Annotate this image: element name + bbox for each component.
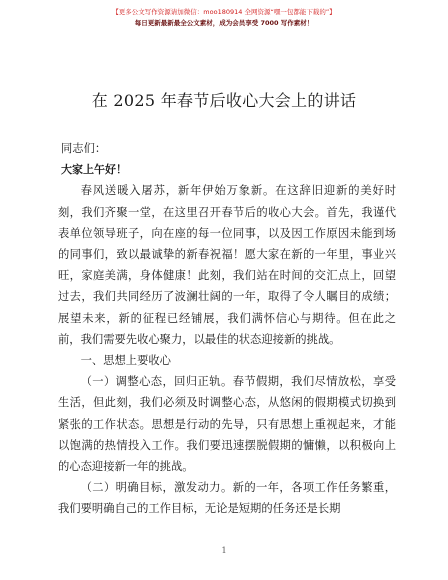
paragraph-clarify-goals: （二）明确目标，激发动力。新的一年，各项工作任务繁重，我们要明确自己的工作目标，无论是短期的任务还是长期 — [58, 481, 396, 516]
promo-banner — [0, 7, 448, 29]
page-number: 1 — [221, 546, 227, 555]
greeting: 大家上午好！ — [61, 163, 127, 177]
salutation: 同志们： — [61, 142, 107, 155]
paragraph-adjust-mindset: （一）调整心态，回归正轨。春节假期，我们尽情放松，享受生活，但此刻，我们必须及时调整心态，从悠闲的假期模式切换到紧张的工作状态。思想是行动的先导，只有思想上重视起来，才能以饱满的热情投入工作。我们要迅速摆脱假期的慵懒，以积极向上的心态迎接新一年的挑战。 — [58, 375, 396, 474]
section-heading: 一、思想上要收心 — [80, 354, 171, 368]
document-body — [58, 138, 396, 520]
paragraph-intro: 春风送暖入屠苏，新年伊始万象新。在这辞旧迎新的美好时刻，我们齐聚一堂，在这里召开春节后的收心大会。首先，我谨代表单位领导班子，向在座的每一位同事，以及因工作原因未能到场的同事们，致以最诚挚的新春祝福！愿大家在新的一年里，事业兴旺，家庭美满，身体健康！此刻，我们站在时间的交汇点上，回望过去，我们共同经历了波澜壮阔的一年，取得了令人瞩目的成绩；展望未来，新的征程已经铺展，我们满怀信心与期待。但在此之前，我们需要先收心聚力，以最佳的状态迎接新的挑战。 — [58, 184, 396, 346]
promo-banner-line-1: 【更多公文写作资源请加微信：moo180914 全网资源“嘿一包都能下载的”】 — [112, 8, 336, 16]
document-title: 在 2025 年春节后收心大会上的讲话 — [91, 91, 357, 110]
promo-banner-line-2: 每日更新最新最全公文素材，成为会员享受 7000 写作素材！ — [134, 19, 314, 27]
